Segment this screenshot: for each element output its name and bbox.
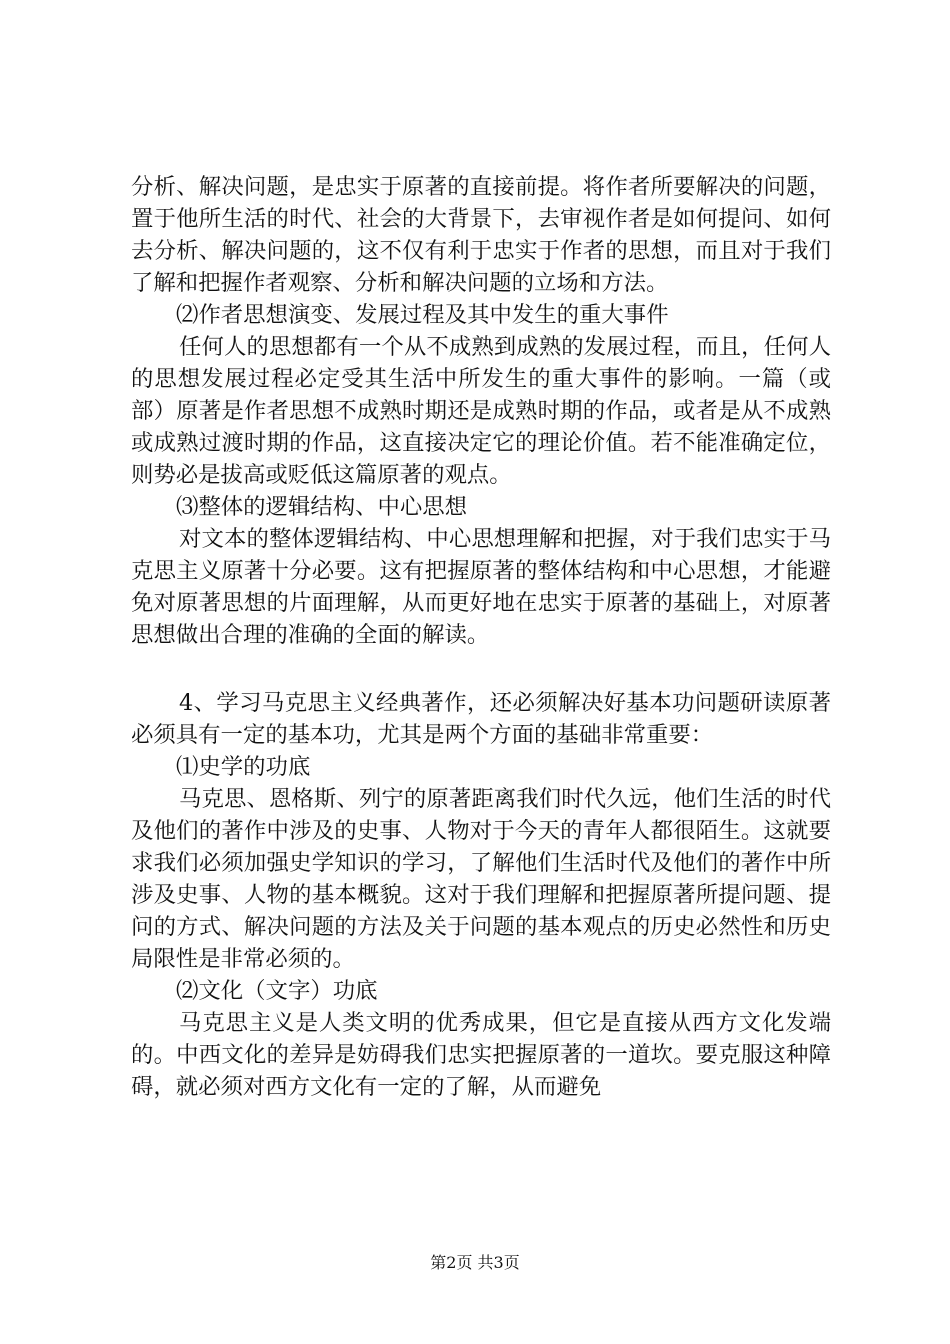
paragraph: 对文本的整体逻辑结构、中心思想理解和把握，对于我们忠实于马克思主义原著十分必要。这有把握原著的整体结构和中心思想，才能避免对原著思想的片面理解，从而更好地在忠实于原著的基础上，对原著思想做出合理的准确的全面的解读。	[131, 526, 831, 648]
page-footer: 第2页 共3页	[430, 1253, 520, 1272]
section-heading: ⑴史学的功底	[176, 754, 311, 780]
document-body	[131, 171, 831, 1103]
paragraph: 马克思、恩格斯、列宁的原著距离我们时代久远，他们生活的时代及他们的著作中涉及的史事、人物对于今天的青年人都很陌生。这就要求我们必须加强史学知识的学习，了解他们生活时代及他们的著作中所涉及史事、人物的基本概貌。这对于我们理解和把握原著所提问题、提问的方式、解决问题的方法及关于问题的基本观点的历史必然性和历史局限性是非常必须的。	[131, 786, 831, 972]
paragraph: 分析、解决问题，是忠实于原著的直接前提。将作者所要解决的问题，置于他所生活的时代、社会的大背景下，去审视作者是如何提问、如何去分析、解决问题的，这不仅有利于忠实于作者的思想，而且对于我们了解和把握作者观察、分析和解决问题的立场和方法。	[131, 174, 831, 296]
paragraph: 马克思主义是人类文明的优秀成果，但它是直接从西方文化发端的。中西文化的差异是妨碍我们忠实把握原著的一道坎。要克服这种障碍，就必须对西方文化有一定的了解，从而避免	[131, 1010, 831, 1100]
section-heading: ⑶整体的逻辑结构、中心思想	[176, 494, 468, 520]
paragraph: 4、学习马克思主义经典著作，还必须解决好基本功问题研读原著必须具有一定的基本功，尤其是两个方面的基础非常重要：	[131, 690, 831, 748]
section-heading: ⑵作者思想演变、发展过程及其中发生的重大事件	[176, 302, 669, 328]
section-heading: ⑵文化（文字）功底	[176, 978, 378, 1004]
paragraph: 任何人的思想都有一个从不成熟到成熟的发展过程，而且，任何人的思想发展过程必定受其生活中所发生的重大事件的影响。一篇（或部）原著是作者思想不成熟时期还是成熟时期的作品，或者是从不成熟或成熟过渡时期的作品，这直接决定它的理论价值。若不能准确定位，则势必是拔高或贬低这篇原著的观点。	[131, 334, 831, 488]
spacer	[131, 651, 831, 687]
